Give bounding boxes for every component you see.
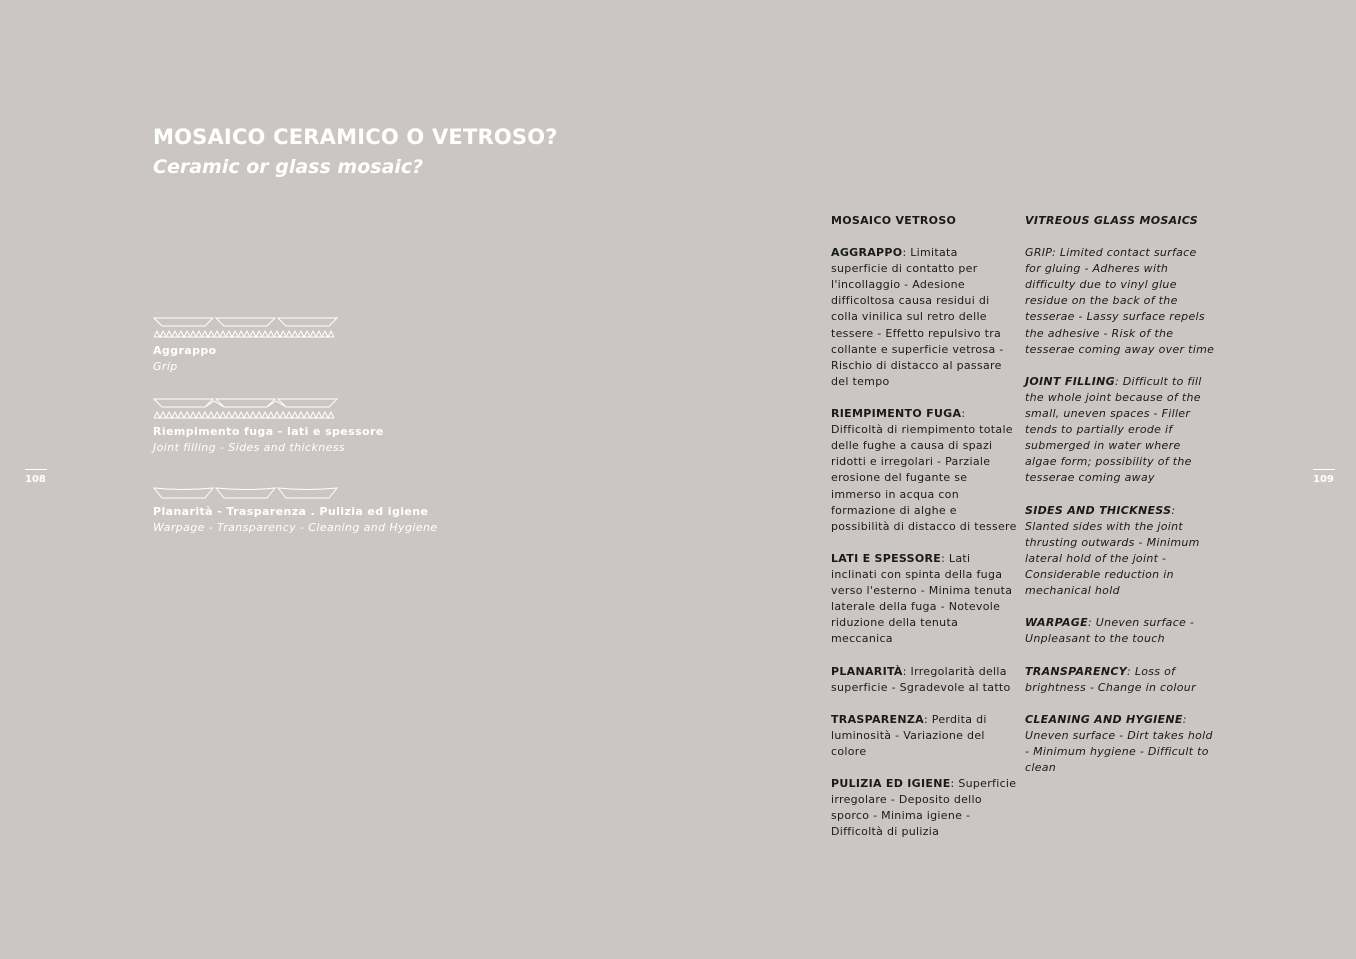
english-paragraph: JOINT FILLING: Difficult to fill the whole joint because of the small, uneven spaces - Filler tends to partially erode if submerged in water where algae form; possibility of the tesserae coming away (1025, 374, 1202, 485)
italian-paragraph: PULIZIA ED IGIENE: Superficie irregolare - Deposito dello sporco - Minima igiene - Difficoltà di pulizia (831, 777, 1017, 839)
page-title: MOSAICO CERAMICO O VETROSO? (153, 125, 558, 149)
italian-paragraph: PLANARITÀ: Irregolarità della superficie - Sgradevole al tatto (831, 664, 1011, 694)
legend-item-warpage (153, 485, 438, 536)
italian-paragraph: AGGRAPPO: Limitata superficie di contatto per l'incollaggio - Adesione difficoltosa causa residui di colla vinilica sul retro delle tessere - Effetto repulsivo tra collante e superficie vetrosa - Rischio di distacco al passare del tempo (831, 246, 1004, 388)
legend-label-en: Grip (153, 360, 178, 373)
english-column (1025, 213, 1215, 792)
italian-paragraph: TRASPARENZA: Perdita di luminosità - Variazione del colore (831, 712, 987, 758)
english-heading: VITREOUS GLASS MOSAICS (1025, 214, 1198, 227)
legend-label-it: Aggrappo (153, 344, 217, 357)
legend-label-en: Warpage - Transparency - Cleaning and Hygiene (153, 521, 438, 534)
legend-label-it: Planarità - Trasparenza . Pulizia ed igiene (153, 505, 429, 518)
page-number-left: 108 (25, 469, 47, 485)
italian-column (831, 213, 1017, 857)
joint-filling-profile-icon (153, 397, 339, 421)
italian-paragraph: LATI E SPESSORE: Lati inclinati con spinta della fuga verso l'esterno - Minima tenuta laterale della fuga - Notevole riduzione della tenuta meccanica (831, 551, 1013, 646)
english-paragraph: GRIP: Limited contact surface for gluing - Adheres with difficulty due to vinyl glue residue on the back of the tesserae - Lassy surface repels the adhesive - Risk of the tesserae coming away over time (1025, 246, 1215, 356)
italian-heading: MOSAICO VETROSO (831, 214, 957, 227)
warpage-profile-icon (153, 485, 339, 501)
title-block (153, 122, 558, 182)
page-subtitle: Ceramic or glass mosaic? (153, 156, 424, 178)
english-paragraph: CLEANING AND HYGIENE: Uneven surface - Dirt takes hold - Minimum hygiene - Difficult to clean (1025, 712, 1213, 775)
page-number-right: 109 (1313, 469, 1335, 485)
legend-item-joint-filling (153, 397, 384, 456)
legend-label-en: Joint filling - Sides and thickness (153, 441, 345, 454)
english-paragraph: SIDES AND THICKNESS: Slanted sides with the joint thrusting outwards - Minimum lateral hold of the joint - Considerable reduction in mechanical hold (1025, 503, 1200, 598)
legend-item-grip (153, 316, 339, 375)
grip-profile-icon (153, 316, 339, 340)
english-paragraph: WARPAGE: Uneven surface - Unpleasant to the touch (1025, 616, 1195, 646)
legend-label-it: Riempimento fuga - lati e spessore (153, 425, 384, 438)
italian-paragraph: RIEMPIMENTO FUGA: Difficoltà di riempimento totale delle fughe a causa di spazi ridotti e irregolari - Parziale erosione del fugante se immerso in acqua con formazione di alghe e possibilità di distacco di tessere (831, 407, 1017, 533)
english-paragraph: TRANSPARENCY: Loss of brightness - Change in colour (1025, 664, 1196, 694)
